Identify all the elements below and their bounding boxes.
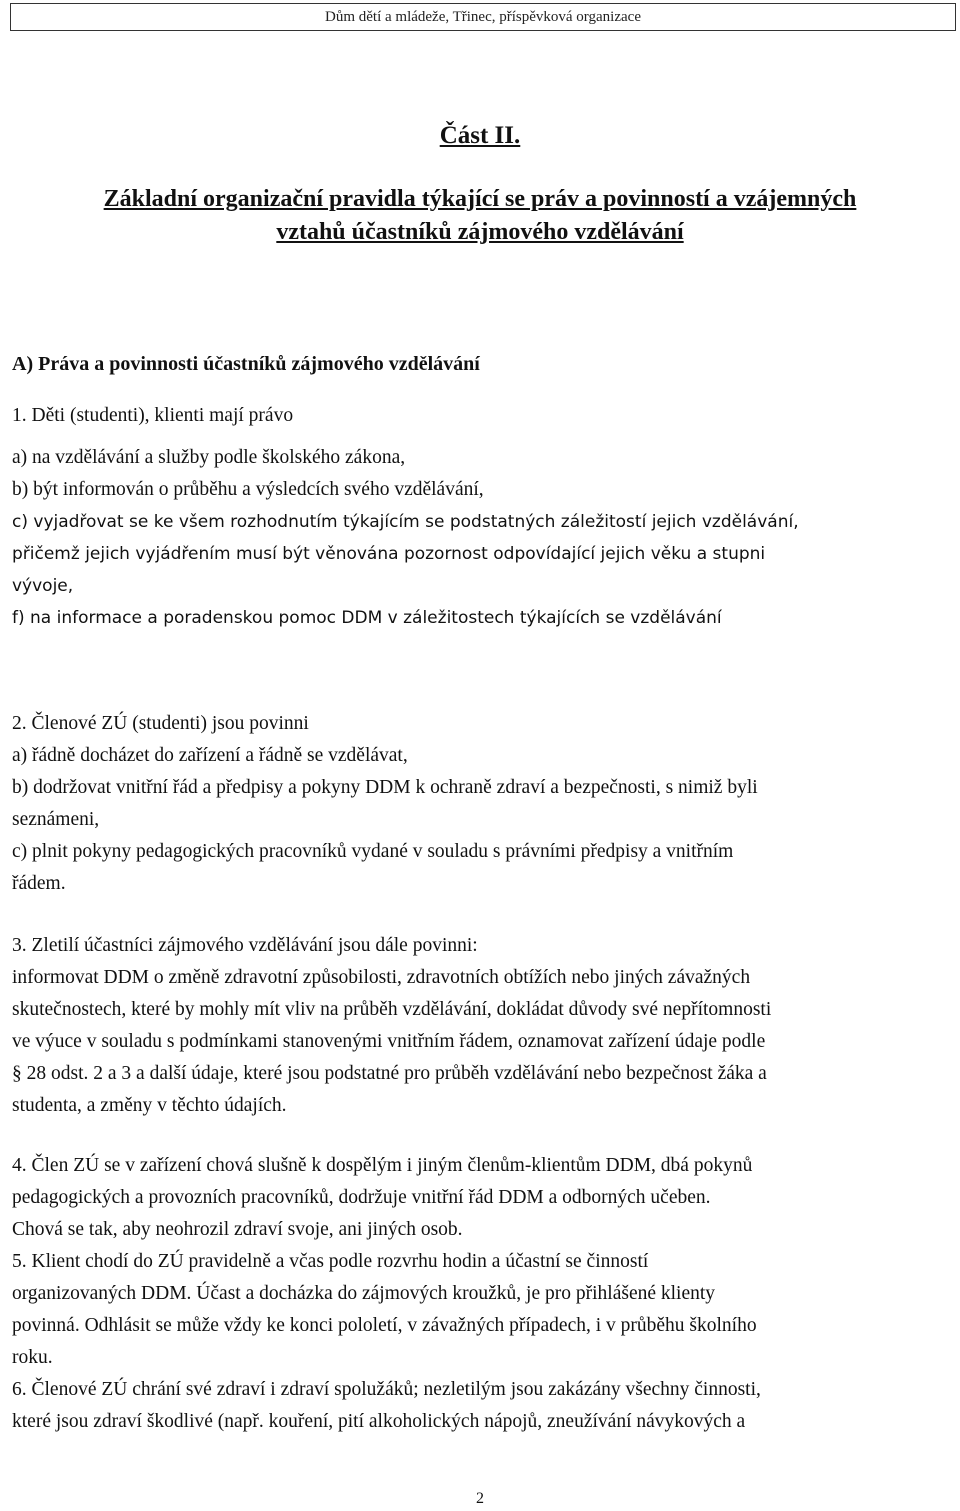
item-3-line-2: skutečnostech, které by mohly mít vliv na průběh vzdělávání, dokládat důvody své nepřítomnosti	[12, 999, 772, 1020]
item-4-line-3: Chová se tak, aby neohrozil zdraví svoje, ani jiných osob.	[12, 1219, 463, 1240]
item-2-intro: 2. Členové ZÚ (studenti) jsou povinni	[12, 713, 309, 734]
item-1-c-cont: přičemž jejich vyjádřením musí být věnována pozornost odpovídající jejich věku a stupni	[12, 544, 766, 564]
item-1-rights	[12, 400, 948, 634]
item-1-b: b) být informován o průběhu a výsledcích svého vzdělávání,	[12, 479, 484, 500]
item-2-c: c) plnit pokyny pedagogických pracovníků vydané v souladu s právními předpisy a vnitřním	[12, 841, 734, 862]
item-5-line-1: 5. Klient chodí do ZÚ pravidelně a včas podle rozvrhu hodin a účastní se činností	[12, 1251, 649, 1272]
main-title	[20, 183, 940, 249]
item-5-line-2: organizovaných DDM. Účast a docházka do zájmových kroužků, je pro přihlášené klienty	[12, 1283, 716, 1304]
main-title-line-2: vztahů účastníků zájmového vzdělávání	[276, 219, 684, 245]
item-1-c: c) vyjadřovat se ke všem rozhodnutím týkajícím se podstatných záležitostí jejich vzdělávání,	[12, 512, 799, 532]
item-3-line-3: ve výuce v souladu s podmínkami stanovenými vnitřním řádem, oznamovat zařízení údaje podle	[12, 1031, 766, 1052]
item-2-b: b) dodržovat vnitřní řád a předpisy a pokyny DDM k ochraně zdraví a bezpečnosti, s nimiž byli	[12, 777, 758, 798]
item-4-line-2: pedagogických a provozních pracovníků, dodržuje vnitřní řád DDM a odborných učeben.	[12, 1187, 711, 1208]
item-1-c-cont2: vývoje,	[12, 576, 74, 596]
item-5-attendance	[12, 1246, 948, 1374]
section-a-heading: A) Práva a povinnosti účastníků zájmového vzdělávání	[12, 353, 480, 375]
main-title-line-1: Základní organizační pravidla týkající se práv a povinností a vzájemných	[103, 186, 857, 212]
item-6-line-2: které jsou zdraví škodlivé (např. kouření, pití alkoholických nápojů, zneužívání návykových a	[12, 1411, 746, 1432]
item-5-line-4: roku.	[12, 1347, 53, 1368]
page-number: 2	[476, 1490, 484, 1507]
item-2-duties	[12, 708, 948, 900]
item-3-line-1: informovat DDM o změně zdravotní způsobilosti, zdravotních obtížích nebo jiných závažných	[12, 967, 751, 988]
item-6-health	[12, 1374, 948, 1438]
item-1-f: f) na informace a poradenskou pomoc DDM v záležitostech týkajících se vzdělávání	[12, 608, 722, 628]
page-header: Dům dětí a mládeže, Třinec, příspěvková organizace	[10, 3, 956, 31]
item-1-a: a) na vzdělávání a služby podle školského zákona,	[12, 447, 406, 468]
item-4-line-1: 4. Člen ZÚ se v zařízení chová slušně k dospělým i jiným členům-klientům DDM, dbá pokynů	[12, 1155, 753, 1176]
item-1-intro: 1. Děti (studenti), klienti mají právo	[12, 405, 294, 426]
part-title: Část II.	[439, 122, 521, 149]
item-2-c-cont: řádem.	[12, 873, 66, 894]
item-3-intro: 3. Zletilí účastníci zájmového vzdělávání jsou dále povinni:	[12, 935, 478, 956]
item-3-line-5: studenta, a změny v těchto údajích.	[12, 1095, 287, 1116]
item-5-line-3: povinná. Odhlásit se může vždy ke konci pololetí, v závažných případech, i v průběhu školního	[12, 1315, 757, 1336]
item-6-line-1: 6. Členové ZÚ chrání své zdraví i zdraví spolužáků; nezletilým jsou zakázány všechny činnosti,	[12, 1379, 761, 1400]
item-3-adult-duties	[12, 930, 948, 1122]
item-4-behaviour	[12, 1150, 948, 1246]
item-3-line-4: § 28 odst. 2 a 3 a další údaje, které jsou podstatné pro průběh vzdělávání nebo bezpečnost žáka a	[12, 1063, 767, 1084]
item-2-a: a) řádně docházet do zařízení a řádně se vzdělávat,	[12, 745, 408, 766]
item-2-b-cont: seznámeni,	[12, 809, 100, 830]
